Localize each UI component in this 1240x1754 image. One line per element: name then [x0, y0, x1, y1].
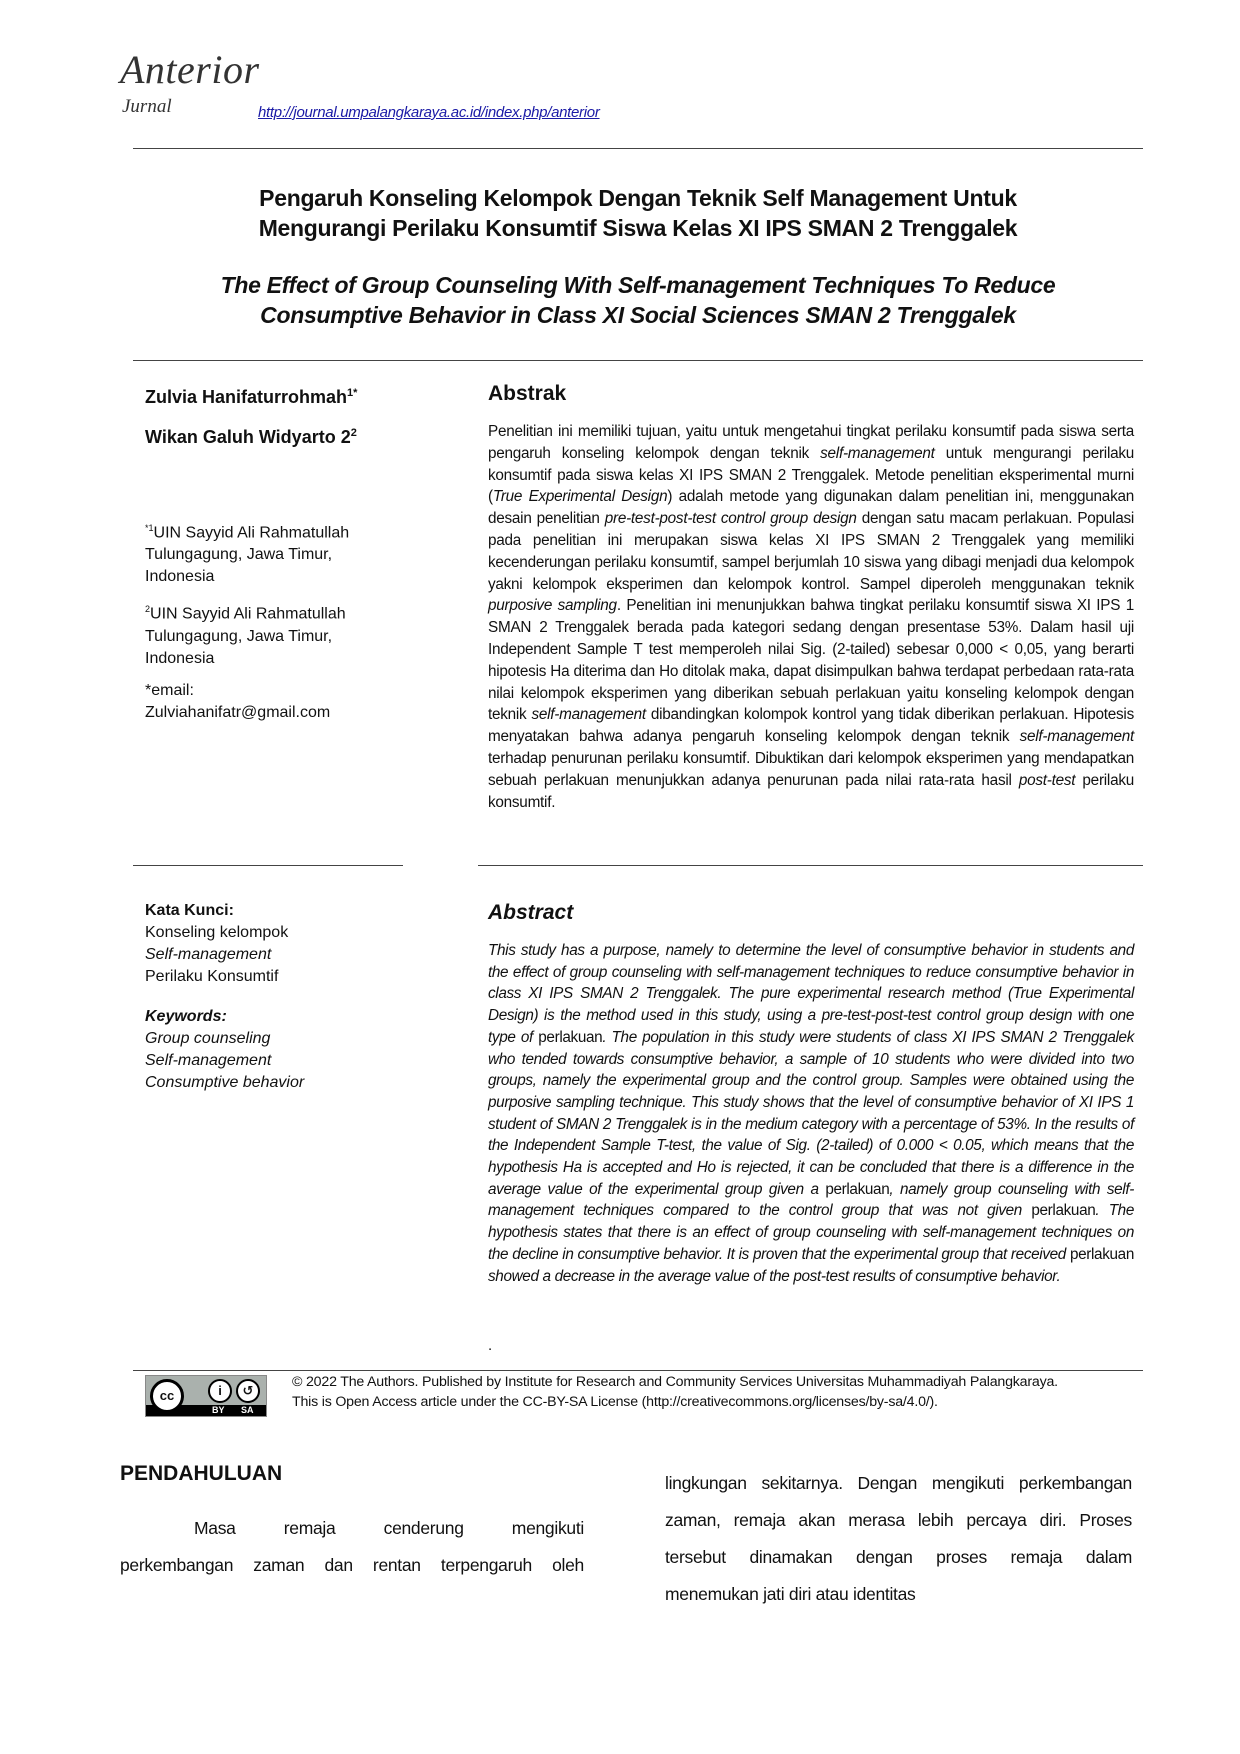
- affiliation: $^2$UIN Sayyid Ali Rahmatullah Tulungagung, Jawa Timur, Indonesia: [145, 604, 346, 667]
- intro-line: perkembangan zaman dan rentan terpengaruh oleh: [120, 1555, 584, 1575]
- affiliation: $^{*1}$UIN Sayyid Ali Rahmatullah Tulungagung, Jawa Timur, Indonesia: [145, 523, 350, 586]
- abstrak-heading: Abstrak: [488, 382, 567, 405]
- license-line: This is Open Access article under the CC-BY-SA License (http://creativecommons.org/licenses/by-sa/4.0/).: [292, 1394, 938, 1410]
- affiliations: [145, 517, 385, 734]
- email-address[interactable]: Zulviahanifatr@gmail.com: [145, 703, 331, 721]
- author: Wikan Galuh Widyarto $2^2$: [145, 427, 357, 447]
- cc-icon: cc: [150, 1379, 184, 1413]
- abstract-heading: Abstract: [488, 901, 574, 924]
- keyword: Perilaku Konsumtif: [145, 968, 279, 985]
- intro-line: Masa remaja cenderung mengikuti: [194, 1518, 584, 1538]
- keyword: Self-management: [145, 946, 272, 963]
- section-heading-pendahuluan: PENDAHULUAN: [120, 1462, 283, 1485]
- keyword: Consumptive behavior: [145, 1074, 305, 1091]
- title-line: Consumptive Behavior in Class XI Social Sciences SMAN 2 Trenggalek: [260, 302, 1016, 328]
- keywords-heading: Keywords:: [145, 1008, 227, 1025]
- by-label: BY: [212, 1405, 225, 1415]
- title-line: The Effect of Group Counseling With Self-management Techniques To Reduce: [220, 272, 1056, 298]
- share-alike-icon: ↺: [236, 1379, 260, 1403]
- abstrak-body: Penelitian ini memiliki tujuan, yaitu untuk mengetahui tingkat perilaku konsumtif pada siswa serta pengaruh konseling kelompok dengan teknik self-management untuk mengurangi perilaku konsumtif pada siswa kelas XI IPS SMAN 2 Trenggalek. Metode penelitian eksperimental murni (True Experimental Design) adalah metode yang digunakan dalam penelitian ini, menggunakan desain penelitian pre-test-post-test control group design dengan satu macam perlakuan. Populasi pada penelitian ini merupakan siswa kelas XI IPS SMAN 2 Trenggalek yang memiliki kecenderungan perilaku konsumtif, sampel berjumlah 10 siswa yang dibagi menjadi dua kelompok yakni kelompok eksperimen dan kelompok kontrol. Sampel diperoleh menggunakan teknik purposive sampling. Penelitian ini menunjukkan bahwa tingkat perilaku konsumtif siswa XI IPS 1 SMAN 2 Trenggalek berada pada kategori sedang dengan presentase 53%. Dalam hasil uji Independent Sample T test memperoleh nilai Sig. (2-tailed) sebesar 0,000 < 0,05, yang berarti hipotesis Ha diterima dan Ho ditolak maka, dapat disimpulkan bahwa terdapat perbedaan rata-rata nilai kelompok eksperimen yang diberikan sebuah perlakuan yaitu konseling kelompok dengan teknik self-management dibandingkan kolompok kontrol yang tidak diberikan perlakuan. Hipotesis menyatakan bahwa adanya pengaruh konseling kelompok dengan teknik self-management terhadap penurunan perilaku konsumtif. Dibuktikan dari kelompok eksperimen yang mendapatkan sebuah perlakuan menunjukkan adanya penurunan pada nilai rata-rata hasil post-test perilaku konsumtif.: [488, 423, 1135, 811]
- sa-label: SA: [241, 1405, 254, 1415]
- paper-title-indonesian: [133, 183, 1143, 243]
- intro-left-column: [120, 1510, 584, 1584]
- journal-logo: Anterior: [120, 47, 260, 92]
- left-section-divider: [133, 865, 403, 866]
- abstract-body: This study has a purpose, namely to determine the level of consumptive behavior in students and the effect of group counseling with self-management techniques to reduce consumptive behavior in class XI IPS SMAN 2 Trenggalek. The pure experimental research method (True Experimental Design) is the method used in this study, using a pre-test-post-test control group design with one type of perlakuan. The population in this study were students of class XI IPS SMAN 2 Trenggalek who tended towards consumptive behavior, a sample of 10 students who were divided into two groups, namely the experimental group and the control group. Samples were obtained using the purposive sampling technique. This study shows that the level of consumptive behavior of XI IPS 1 student of SMAN 2 Trenggalek is in the medium category with a percentage of 53%. In the results of the Independent Sample T-test, the value of Sig. (2-tailed) of 0.000 < 0.05, which means that the hypothesis Ha is accepted and Ho is rejected, it can be concluded that there is a difference in the average value of the experimental group given a perlakuan, namely group counseling with self-management techniques compared to the control group that was not given perlakuan. The hypothesis states that there is an effect of group counseling with self-management techniques on the decline in consumptive behavior. It is proven that the experimental group that received perlakuan showed a decrease in the average value of the post-test results of consumptive behavior.: [488, 942, 1135, 1285]
- email-label: *email:: [145, 681, 194, 699]
- keyword: Group counseling: [145, 1030, 271, 1047]
- license-text: [292, 1372, 1058, 1412]
- header-divider: [133, 148, 1143, 149]
- title-divider: [133, 360, 1143, 361]
- right-section-divider: [478, 865, 1143, 866]
- title-line: Mengurangi Perilaku Konsumtif Siswa Kelas XI IPS SMAN 2 Trenggalek: [258, 215, 1018, 241]
- attribution-icon: i: [208, 1379, 232, 1403]
- title-line: Pengaruh Konseling Kelompok Dengan Teknik Self Management Untuk: [259, 185, 1017, 211]
- keywords-block: [145, 900, 385, 1094]
- kata-kunci-heading: Kata Kunci:: [145, 902, 234, 919]
- email-block: [145, 680, 385, 724]
- author: Zulvia Hanifaturrohmah$^{1*}$: [145, 387, 358, 407]
- intro-right-column: lingkungan sekitarnya. Dengan mengikuti perkembangan zaman, remaja akan merasa lebih percaya diri. Proses tersebut dinamakan dengan proses remaja dalam menemukan jati diri atau identitas: [665, 1473, 1132, 1604]
- trailing-dot: .: [488, 1337, 493, 1354]
- keyword: Self-management: [145, 1052, 272, 1069]
- author-list: [145, 380, 385, 460]
- keyword: Konseling kelompok: [145, 924, 289, 941]
- journal-url-link[interactable]: http://journal.umpalangkaraya.ac.id/index.php/anterior: [258, 104, 600, 121]
- journal-logo-subtitle: Jurnal: [122, 96, 172, 117]
- license-divider: [133, 1370, 1143, 1371]
- copyright-line: © 2022 The Authors. Published by Institute for Research and Community Services Universitas Muhammadiyah Palangkaraya.: [292, 1374, 1058, 1390]
- cc-by-sa-badge[interactable]: [145, 1375, 267, 1417]
- paper-title-english: [133, 270, 1143, 330]
